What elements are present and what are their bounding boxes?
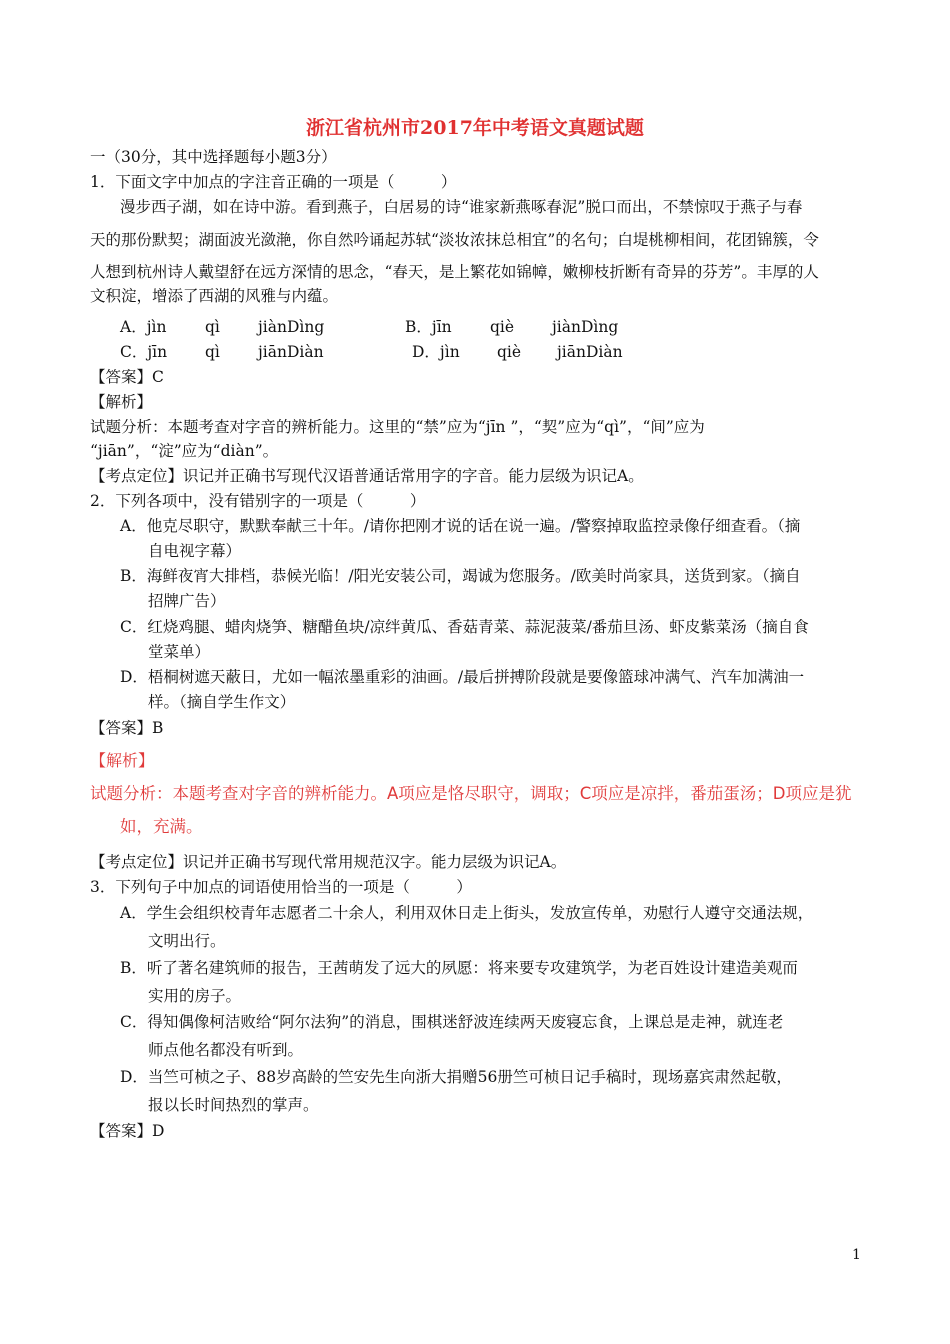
option-pinyin: qiè	[490, 318, 515, 336]
q2-option-d-cont: 样。（摘自学生作文）	[148, 693, 296, 711]
q2-answer: 【答案】B	[90, 719, 164, 737]
q1-stem: 1．下面文字中加点的字注音正确的一项是（ ）	[90, 173, 457, 191]
q2-analysis-line: 试题分析：本题考查对字音的辨析能力。A项应是恪尽职守，调取；C项应是凉拌，番茄蛋汤；D项应是犹	[90, 784, 852, 803]
option-pinyin: jiànDìng	[258, 318, 325, 336]
option-pinyin: jiānDiàn	[557, 343, 623, 361]
q2-option-b-cont: 招牌广告）	[148, 592, 226, 610]
q1-kaodian: 【考点定位】识记并正确书写现代汉语普通话常用字的字音。能力层级为识记A。	[90, 467, 644, 485]
q3-option-b: B．听了著名建筑师的报告，王茜萌发了远大的夙愿：将来要专攻建筑学，为老百姓设计建造美观而	[120, 959, 798, 977]
section-heading: 一（30分，其中选择题每小题3分）	[90, 148, 337, 166]
q3-option-b-cont: 实用的房子。	[148, 987, 242, 1005]
option-label: B．jīn	[405, 318, 452, 336]
q3-option-a: A．学生会组织校青年志愿者二十余人，利用双休日走上街头，发放宣传单，劝慰行人遵守交通法规，	[120, 904, 814, 922]
q1-analysis-line: 试题分析：本题考查对字音的辨析能力。这里的“禁”应为“jīn ”，“契”应为“qì”，“间”应为	[90, 418, 705, 436]
q3-option-d-cont: 报以长时间热烈的掌声。	[148, 1096, 319, 1114]
option-label: C．jīn	[120, 343, 168, 361]
q3-answer: 【答案】D	[90, 1122, 165, 1140]
option-label: D．jìn	[412, 343, 460, 361]
q2-option-b: B．海鲜夜宵大排档，恭候光临！/阳光安装公司，竭诚为您服务。/欧美时尚家具，送货到家。（摘自	[120, 567, 801, 585]
q2-analysis-heading: 【解析】	[90, 751, 155, 770]
q2-option-c-cont: 堂菜单）	[148, 643, 211, 661]
q1-passage-line: 人想到杭州诗人戴望舒在远方深情的思念，“春天，是上繁花如锦幛，嫩柳枝折断有奇异的芬芳”。丰厚的人	[90, 263, 819, 281]
q3-stem: 3．下列句子中加点的词语使用恰当的一项是（ ）	[90, 878, 472, 896]
q2-option-a: A．他克尽职守，默默奉献三十年。/请你把刚才说的话在说一遍。/警察掉取监控录像仔细查看。（摘	[120, 517, 801, 535]
option-label: A．jìn	[120, 318, 167, 336]
option-pinyin: qì	[205, 318, 220, 336]
q1-passage-line: 文积淀，增添了西湖的风雅与内蕴。	[90, 287, 339, 305]
option-pinyin: jiānDiàn	[258, 343, 324, 361]
q2-stem: 2．下列各项中，没有错别字的一项是（ ）	[90, 492, 426, 510]
option-pinyin: qiè	[497, 343, 522, 361]
option-pinyin: jiànDìng	[552, 318, 619, 336]
q2-option-d: D．梧桐树遮天蔽日，尤如一幅浓墨重彩的油画。/最后拼搏阶段就是要像篮球冲满气、汽车加满油一	[120, 668, 805, 686]
q1-passage-line: 天的那份默契；湖面波光潋滟，你自然吟诵起苏轼“淡妆浓抹总相宜”的名句；白堤桃柳相间，花团锦簇，令	[90, 231, 819, 249]
q2-kaodian: 【考点定位】识记并正确书写现代常用规范汉字。能力层级为识记A。	[90, 853, 567, 871]
q3-option-c-cont: 师点他名都没有听到。	[148, 1041, 304, 1059]
page-number: 1	[852, 1247, 861, 1263]
q1-analysis-line: “jiān”，“淀”应为“diàn”。	[90, 442, 279, 460]
q1-answer: 【答案】C	[90, 368, 164, 386]
page-title: 浙江省杭州市2017年中考语文真题试题	[306, 117, 644, 139]
q3-option-d: D．当竺可桢之子、88岁高龄的竺安先生向浙大捐赠56册竺可桢日记手稿时，现场嘉宾肃然起敬，	[120, 1068, 792, 1086]
q2-option-a-cont: 自电视字幕）	[148, 542, 242, 560]
q1-passage-line: 漫步西子湖，如在诗中游。看到燕子，白居易的诗“谁家新燕啄春泥”脱口而出，不禁惊叹于燕子与春	[120, 198, 803, 216]
q2-option-c: C．红烧鸡腿、蜡肉烧笋、糖醋鱼块/凉绊黄瓜、香菇青菜、蒜泥菠菜/番茄旦汤、虾皮紫菜汤（摘自食	[120, 618, 809, 636]
q3-option-a-cont: 文明出行。	[148, 932, 226, 950]
option-pinyin: qì	[205, 343, 220, 361]
q1-analysis-heading: 【解析】	[90, 393, 153, 411]
q3-option-c: C．得知偶像柯洁败给“阿尔法狗”的消息，围棋迷舒波连续两天废寝忘食，上课总是走神，就连老	[120, 1013, 784, 1031]
q2-analysis-line: 如，充满。	[120, 817, 203, 836]
